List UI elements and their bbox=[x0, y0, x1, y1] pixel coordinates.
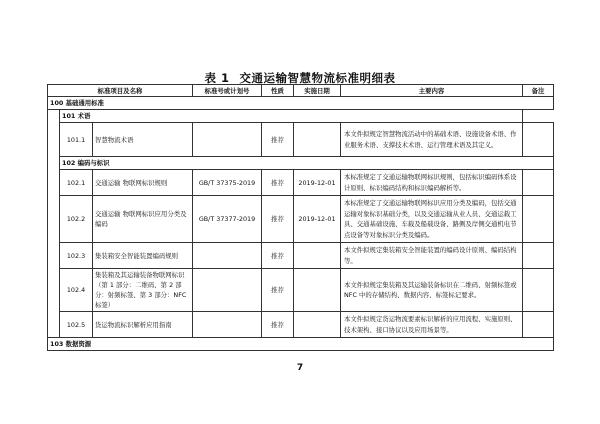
row-id: 102.5 bbox=[60, 312, 93, 338]
row-remark bbox=[523, 123, 554, 157]
row-content: 本文件拟规定智慧物流活动中的基础术语、设施设备术语、作业服务术语、支撑技术术语、运行管理术语及其定义。 bbox=[341, 123, 523, 157]
header-remark: 备注 bbox=[523, 85, 554, 97]
table-row bbox=[48, 312, 554, 338]
row-content: 本文件拟规定集装箱安全智能装置的编码设计原则、编码结构等。 bbox=[341, 243, 523, 269]
row-code bbox=[193, 123, 262, 157]
row-remark bbox=[523, 196, 554, 243]
section-row bbox=[48, 97, 554, 110]
indent-cell bbox=[48, 312, 60, 338]
row-content: 本文件拟规定集装箱及其运输装备标识在二维码、射频标签或 NFC 中的存储结构、数据内容、标签标记要求。 bbox=[341, 269, 523, 312]
row-date bbox=[294, 243, 341, 269]
row-content: 本标准规定了交通运输物联网标识规则，包括标识编码体系设计原则、标识编码结构和标识编码解析等。 bbox=[341, 170, 523, 196]
indent-cell bbox=[48, 123, 60, 157]
header-nature: 性质 bbox=[262, 85, 294, 97]
header-date: 实施日期 bbox=[294, 85, 341, 97]
row-id: 102.1 bbox=[60, 170, 93, 196]
header-row bbox=[48, 85, 554, 97]
row-code bbox=[193, 243, 262, 269]
row-nature: 推荐 bbox=[262, 312, 294, 338]
row-code bbox=[193, 269, 262, 312]
row-name: 集装箱安全智能装置编码规则 bbox=[93, 243, 193, 269]
row-id: 101.1 bbox=[60, 123, 93, 157]
row-code bbox=[193, 312, 262, 338]
row-date bbox=[294, 312, 341, 338]
table-row bbox=[48, 269, 554, 312]
row-remark bbox=[523, 312, 554, 338]
row-nature: 推荐 bbox=[262, 170, 294, 196]
row-date bbox=[294, 269, 341, 312]
row-name: 交通运输 物联网标识规则 bbox=[93, 170, 193, 196]
table-title-text: 交通运输智慧物流标准明细表 bbox=[239, 71, 396, 85]
row-name: 智慧物流术语 bbox=[93, 123, 193, 157]
row-remark bbox=[523, 170, 554, 196]
row-nature: 推荐 bbox=[262, 269, 294, 312]
row-date bbox=[294, 123, 341, 157]
row-nature: 推荐 bbox=[262, 123, 294, 157]
section-100: 100 基础通用标准 bbox=[48, 97, 554, 110]
table-row bbox=[48, 243, 554, 269]
row-name: 货运物流标识解析应用指南 bbox=[93, 312, 193, 338]
subsection-row bbox=[48, 157, 554, 170]
subsection-row bbox=[48, 110, 554, 123]
row-date: 2019-12-01 bbox=[294, 196, 341, 243]
page-number: 7 bbox=[296, 363, 304, 373]
table-number: 表 1 bbox=[204, 71, 230, 85]
header-content: 主要内容 bbox=[341, 85, 523, 97]
section-102: 102 编码与标识 bbox=[60, 157, 554, 170]
standards-table bbox=[47, 84, 554, 351]
row-content: 本标准规定了交通运输物联网标识应用分类及编码，包括交通运输对象标识基础分类，以及交通运输从业人员、交通运载工具、交通基础设施、车载及船载设备、路侧及岸侧交通机电节点设备等对象标识分类及编码。 bbox=[341, 196, 523, 243]
row-id: 102.2 bbox=[60, 196, 93, 243]
table-row bbox=[48, 196, 554, 243]
section-103: 103 数据资源 bbox=[48, 338, 554, 351]
row-code: GB/T 37375-2019 bbox=[193, 170, 262, 196]
table-row bbox=[48, 170, 554, 196]
row-nature: 推荐 bbox=[262, 243, 294, 269]
indent-cell bbox=[48, 196, 60, 243]
indent-cell bbox=[48, 269, 60, 312]
header-code: 标准号或计划号 bbox=[193, 85, 262, 97]
row-code: GB/T 37377-2019 bbox=[193, 196, 262, 243]
indent-cell bbox=[48, 243, 60, 269]
section-101: 101 术语 bbox=[60, 110, 523, 123]
row-name: 集装箱及其运输装备物联网标识（第 1 部分：二维码、第 2 部分：射频标签、第 3 部分：NFC 标签） bbox=[93, 269, 193, 312]
indent-cell bbox=[48, 170, 60, 196]
row-remark bbox=[523, 243, 554, 269]
row-id: 102.3 bbox=[60, 243, 93, 269]
section-row bbox=[48, 338, 554, 351]
row-nature: 推荐 bbox=[262, 196, 294, 243]
table-row bbox=[48, 123, 554, 157]
header-name: 标准项目及名称 bbox=[48, 85, 193, 97]
row-date: 2019-12-01 bbox=[294, 170, 341, 196]
row-name: 交通运输 物联网标识应用分类及编码 bbox=[93, 196, 193, 243]
row-content: 本文件拟规定货运物流要素标识解析的应用流程、实施原则、技术架构、接口协议以及应用场景等。 bbox=[341, 312, 523, 338]
row-remark bbox=[523, 269, 554, 312]
row-id: 102.4 bbox=[60, 269, 93, 312]
indent-cell bbox=[48, 110, 60, 123]
indent-cell bbox=[48, 157, 60, 170]
